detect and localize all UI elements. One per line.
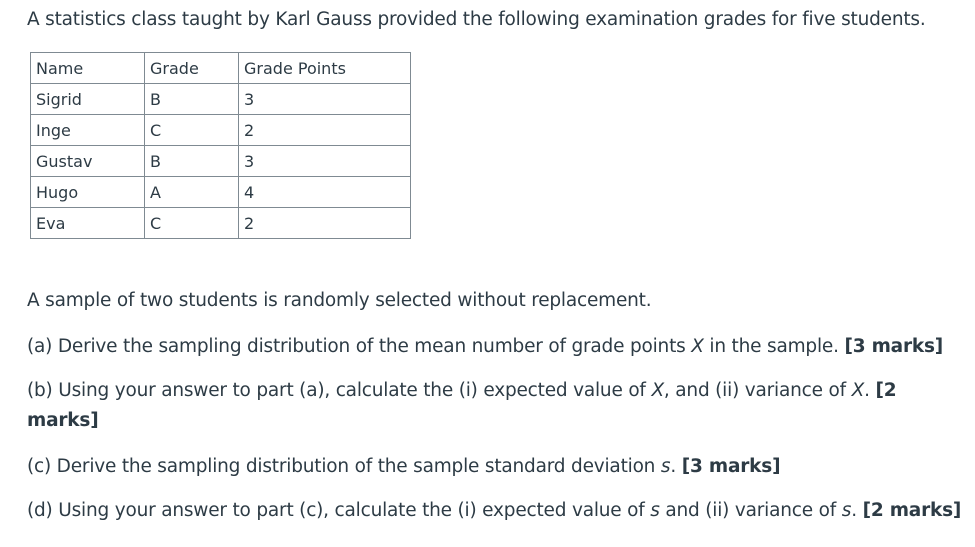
sample-description: A sample of two students is randomly selected without replacement. <box>27 290 652 311</box>
cell-grade: B <box>145 146 239 177</box>
part-a-text-after: in the sample. <box>703 336 845 357</box>
cell-grade: B <box>145 84 239 115</box>
cell-name: Gustav <box>31 146 145 177</box>
table-row <box>31 208 411 239</box>
part-d-text-3: . <box>851 500 863 521</box>
part-b-variable-1: X <box>651 380 664 401</box>
cell-points: 3 <box>239 146 411 177</box>
part-b-marks-continued: marks] <box>27 410 99 431</box>
cell-points: 3 <box>239 84 411 115</box>
part-a-marks: [3 marks] <box>844 336 944 357</box>
cell-name: Inge <box>31 115 145 146</box>
part-a-variable: X <box>691 336 704 357</box>
part-d-variable-2: s <box>841 500 852 521</box>
part-a-text-before: (a) Derive the sampling distribution of the mean number of grade points <box>27 336 692 357</box>
question-part-b-continued <box>27 410 98 431</box>
part-b-text-3: . <box>864 380 876 401</box>
part-d-variable-1: s <box>650 500 660 521</box>
column-header-grade-points: Grade Points <box>239 53 411 84</box>
cell-points: 2 <box>239 115 411 146</box>
part-b-text-2: , and (ii) variance of <box>663 380 852 401</box>
intro-text: A statistics class taught by Karl Gauss provided the following examination grades for five students. <box>27 9 926 30</box>
question-part-c <box>27 456 780 477</box>
column-header-name: Name <box>31 53 145 84</box>
part-c-variable: s <box>660 456 671 477</box>
part-b-marks: [2 <box>875 380 897 401</box>
cell-points: 4 <box>239 177 411 208</box>
part-c-text-after: . <box>670 456 682 477</box>
question-part-a <box>27 336 943 357</box>
part-c-text-before: (c) Derive the sampling distribution of the sample standard deviation <box>27 456 661 477</box>
table-row <box>31 146 411 177</box>
table-row <box>31 84 411 115</box>
cell-name: Sigrid <box>31 84 145 115</box>
cell-grade: C <box>145 115 239 146</box>
part-b-variable-2: X <box>851 380 865 401</box>
cell-name: Hugo <box>31 177 145 208</box>
part-d-text-1: (d) Using your answer to part (c), calculate the (i) expected value of <box>27 500 651 521</box>
cell-grade: C <box>145 208 239 239</box>
table-row <box>31 177 411 208</box>
column-header-grade: Grade <box>145 53 239 84</box>
part-b-text-1: (b) Using your answer to part (a), calculate the (i) expected value of <box>27 380 652 401</box>
question-part-b <box>27 380 896 401</box>
cell-name: Eva <box>31 208 145 239</box>
table-row <box>31 115 411 146</box>
part-d-text-2: and (ii) variance of <box>659 500 842 521</box>
part-d-marks: [2 marks] <box>862 500 962 521</box>
cell-grade: A <box>145 177 239 208</box>
cell-points: 2 <box>239 208 411 239</box>
part-c-marks: [3 marks] <box>681 456 781 477</box>
question-part-d <box>27 500 961 521</box>
grades-table <box>30 52 411 239</box>
table-header-row <box>31 53 411 84</box>
